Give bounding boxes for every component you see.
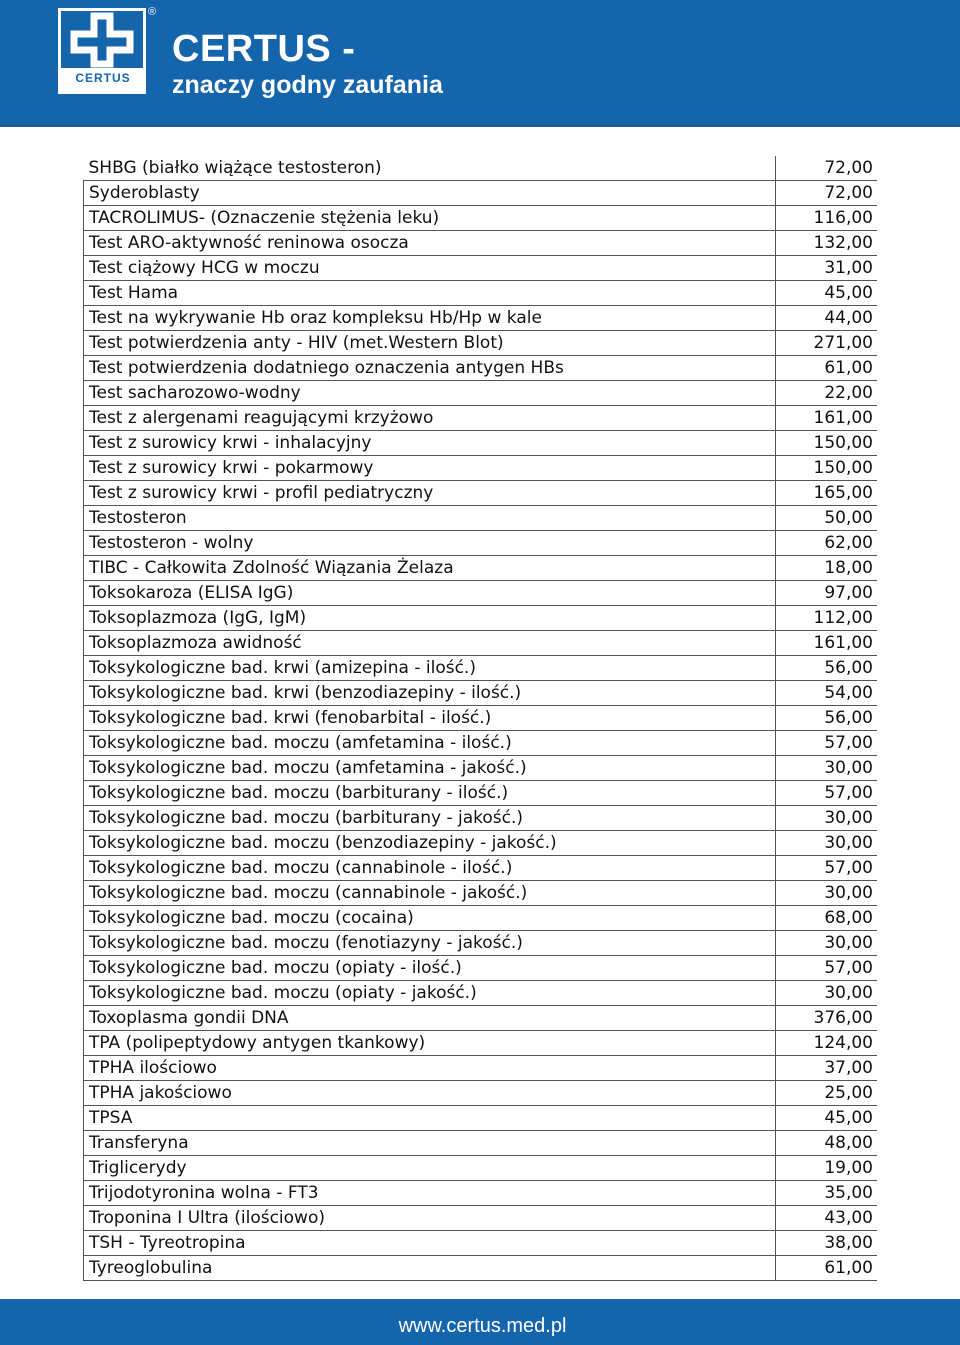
test-price-cell: 37,00 <box>775 1056 877 1081</box>
test-price-cell: 150,00 <box>775 456 877 481</box>
table-row <box>84 956 878 981</box>
test-name-cell: TPA (polipeptydowy antygen tkankowy) <box>84 1031 776 1056</box>
test-price-cell: 124,00 <box>775 1031 877 1056</box>
test-name-cell: Toksykologiczne bad. moczu (cocaina) <box>84 906 776 931</box>
table-row <box>84 631 878 656</box>
test-price-cell: 30,00 <box>775 806 877 831</box>
table-row <box>84 1081 878 1106</box>
table-row <box>84 1106 878 1131</box>
table-row <box>84 856 878 881</box>
test-name-cell: Troponina I Ultra (ilościowo) <box>84 1206 776 1231</box>
test-name-cell: Toksykologiczne bad. moczu (benzodiazepiny - jakość.) <box>84 831 776 856</box>
footer-website-link[interactable]: www.certus.med.pl <box>398 1315 567 1337</box>
test-price-cell: 116,00 <box>775 206 877 231</box>
table-row <box>84 981 878 1006</box>
table-row <box>84 331 878 356</box>
test-price-cell: 30,00 <box>775 831 877 856</box>
brand-slogan: znaczy godny zaufania <box>172 71 443 99</box>
test-name-cell: Test na wykrywanie Hb oraz kompleksu Hb/Hp w kale <box>84 306 776 331</box>
table-row <box>84 1206 878 1231</box>
table-row <box>84 906 878 931</box>
test-name-cell: Transferyna <box>84 1131 776 1156</box>
table-row <box>84 306 878 331</box>
test-name-cell: Trijodotyronina wolna - FT3 <box>84 1181 776 1206</box>
test-name-cell: Toksokaroza (ELISA IgG) <box>84 581 776 606</box>
test-price-cell: 161,00 <box>775 631 877 656</box>
test-price-cell: 35,00 <box>775 1181 877 1206</box>
test-price-cell: 25,00 <box>775 1081 877 1106</box>
table-row <box>84 1006 878 1031</box>
test-price-cell: 30,00 <box>775 881 877 906</box>
table-row <box>84 531 878 556</box>
test-name-cell: Toxoplasma gondii DNA <box>84 1006 776 1031</box>
test-name-cell: Toksykologiczne bad. moczu (barbiturany - ilość.) <box>84 781 776 806</box>
header-divider <box>0 123 960 127</box>
test-price-cell: 38,00 <box>775 1231 877 1256</box>
test-name-cell: Test z surowicy krwi - profil pediatryczny <box>84 481 776 506</box>
table-row <box>84 506 878 531</box>
table-row <box>84 181 878 206</box>
test-name-cell: Test potwierdzenia anty - HIV (met.Western Blot) <box>84 331 776 356</box>
registered-mark: ® <box>148 6 157 18</box>
test-price-cell: 18,00 <box>775 556 877 581</box>
table-row <box>84 781 878 806</box>
table-row <box>84 431 878 456</box>
brand-title: CERTUS - <box>172 28 356 70</box>
table-row <box>84 356 878 381</box>
table-row <box>84 731 878 756</box>
table-row <box>84 706 878 731</box>
test-price-cell: 57,00 <box>775 956 877 981</box>
test-name-cell: Toksoplazmoza awidność <box>84 631 776 656</box>
table-row <box>84 831 878 856</box>
table-row <box>84 606 878 631</box>
table-row <box>84 381 878 406</box>
test-name-cell: Triglicerydy <box>84 1156 776 1181</box>
test-price-cell: 61,00 <box>775 356 877 381</box>
test-name-cell: Test z surowicy krwi - inhalacyjny <box>84 431 776 456</box>
table-row <box>84 206 878 231</box>
table-row <box>84 281 878 306</box>
test-name-cell: Test potwierdzenia dodatniego oznaczenia antygen HBs <box>84 356 776 381</box>
test-price-cell: 44,00 <box>775 306 877 331</box>
table-row <box>84 931 878 956</box>
table-row <box>84 256 878 281</box>
test-price-cell: 150,00 <box>775 431 877 456</box>
test-price-cell: 19,00 <box>775 1156 877 1181</box>
test-price-cell: 97,00 <box>775 581 877 606</box>
table-row <box>84 406 878 431</box>
test-price-cell: 56,00 <box>775 706 877 731</box>
table-row <box>84 456 878 481</box>
test-name-cell: TPHA ilościowo <box>84 1056 776 1081</box>
test-name-cell: TACROLIMUS- (Oznaczenie stężenia leku) <box>84 206 776 231</box>
test-name-cell: Syderoblasty <box>84 181 776 206</box>
test-name-cell: Toksykologiczne bad. moczu (fenotiazyny - jakość.) <box>84 931 776 956</box>
price-table <box>83 156 877 1281</box>
test-name-cell: TSH - Tyreotropina <box>84 1231 776 1256</box>
test-price-cell: 30,00 <box>775 931 877 956</box>
test-name-cell: Toksykologiczne bad. krwi (fenobarbital - ilość.) <box>84 706 776 731</box>
test-name-cell: Test z surowicy krwi - pokarmowy <box>84 456 776 481</box>
test-price-cell: 132,00 <box>775 231 877 256</box>
test-price-cell: 43,00 <box>775 1206 877 1231</box>
test-price-cell: 112,00 <box>775 606 877 631</box>
test-price-cell: 30,00 <box>775 756 877 781</box>
table-row <box>84 1056 878 1081</box>
test-price-cell: 50,00 <box>775 506 877 531</box>
test-price-cell: 72,00 <box>775 156 877 181</box>
test-price-cell: 30,00 <box>775 981 877 1006</box>
test-price-cell: 271,00 <box>775 331 877 356</box>
test-price-cell: 48,00 <box>775 1131 877 1156</box>
test-name-cell: Toksykologiczne bad. krwi (benzodiazepiny - ilość.) <box>84 681 776 706</box>
test-price-cell: 161,00 <box>775 406 877 431</box>
test-name-cell: Toksykologiczne bad. moczu (opiaty - ilość.) <box>84 956 776 981</box>
table-row <box>84 756 878 781</box>
table-row <box>84 656 878 681</box>
table-row <box>84 581 878 606</box>
test-price-cell: 165,00 <box>775 481 877 506</box>
table-row <box>84 1181 878 1206</box>
test-name-cell: Toksoplazmoza (IgG, IgM) <box>84 606 776 631</box>
test-name-cell: Tyreoglobulina <box>84 1256 776 1281</box>
test-name-cell: TPSA <box>84 1106 776 1131</box>
logo-wordmark: CERTUS <box>75 71 131 85</box>
table-row <box>84 231 878 256</box>
test-name-cell: Test ARO-aktywność reninowa osocza <box>84 231 776 256</box>
test-name-cell: Testosteron - wolny <box>84 531 776 556</box>
test-name-cell: Toksykologiczne bad. moczu (barbiturany - jakość.) <box>84 806 776 831</box>
test-name-cell: Toksykologiczne bad. moczu (amfetamina - ilość.) <box>84 731 776 756</box>
test-price-cell: 31,00 <box>775 256 877 281</box>
table-row <box>84 1256 878 1281</box>
table-row <box>84 1156 878 1181</box>
table-row <box>84 1131 878 1156</box>
test-name-cell: Toksykologiczne bad. moczu (cannabinole - ilość.) <box>84 856 776 881</box>
test-price-cell: 376,00 <box>775 1006 877 1031</box>
test-price-cell: 56,00 <box>775 656 877 681</box>
test-price-cell: 62,00 <box>775 531 877 556</box>
test-name-cell: Toksykologiczne bad. krwi (amizepina - ilość.) <box>84 656 776 681</box>
test-name-cell: Test ciążowy HCG w moczu <box>84 256 776 281</box>
test-name-cell: Toksykologiczne bad. moczu (amfetamina - jakość.) <box>84 756 776 781</box>
test-name-cell: Toksykologiczne bad. moczu (cannabinole - jakość.) <box>84 881 776 906</box>
test-name-cell: Testosteron <box>84 506 776 531</box>
test-price-cell: 57,00 <box>775 781 877 806</box>
table-row <box>84 556 878 581</box>
test-name-cell: TPHA jakościowo <box>84 1081 776 1106</box>
table-row <box>84 881 878 906</box>
test-price-cell: 72,00 <box>775 181 877 206</box>
test-name-cell: TIBC - Całkowita Zdolność Wiązania Żelaza <box>84 556 776 581</box>
test-price-cell: 54,00 <box>775 681 877 706</box>
test-name-cell: SHBG (białko wiążące testosteron) <box>84 156 776 181</box>
test-name-cell: Test Hama <box>84 281 776 306</box>
table-row <box>84 1231 878 1256</box>
test-price-cell: 68,00 <box>775 906 877 931</box>
test-price-cell: 57,00 <box>775 856 877 881</box>
table-row <box>84 156 878 181</box>
test-price-cell: 45,00 <box>775 1106 877 1131</box>
test-price-cell: 61,00 <box>775 1256 877 1281</box>
test-name-cell: Test sacharozowo-wodny <box>84 381 776 406</box>
table-row <box>84 806 878 831</box>
test-name-cell: Toksykologiczne bad. moczu (opiaty - jakość.) <box>84 981 776 1006</box>
table-row <box>84 681 878 706</box>
table-row <box>84 1031 878 1056</box>
test-price-cell: 57,00 <box>775 731 877 756</box>
test-price-cell: 22,00 <box>775 381 877 406</box>
test-price-cell: 45,00 <box>775 281 877 306</box>
test-name-cell: Test z alergenami reagującymi krzyżowo <box>84 406 776 431</box>
table-row <box>84 481 878 506</box>
